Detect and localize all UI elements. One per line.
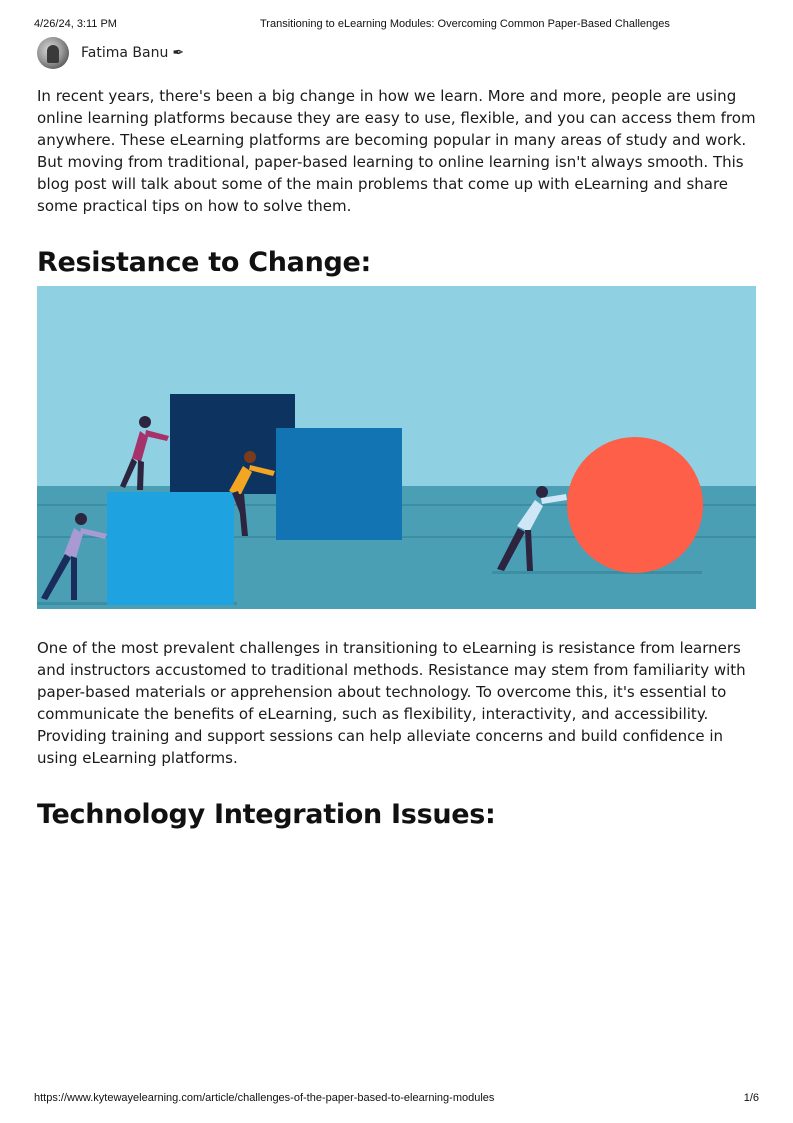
- print-title: Transitioning to eLearning Modules: Overcoming Common Paper-Based Challenges: [260, 18, 670, 30]
- quill-icon: ✒: [172, 45, 185, 61]
- resistance-illustration: [37, 286, 756, 609]
- intro-paragraph: In recent years, there's been a big change in how we learn. More and more, people are using online learning platforms because they are easy to use, flexible, and you can access them from anywhere. These eLearning platforms are becoming popular in many areas of study and work. But moving from traditional, paper-based learning to online learning isn't always smooth. This blog post will talk about some of the main problems that come up with eLearning and share some practical tips on how to solve them.: [37, 87, 756, 215]
- print-header: [34, 18, 759, 32]
- author-byline: [37, 36, 184, 70]
- page-number: 1/6: [743, 1092, 759, 1104]
- resistance-paragraph: One of the most prevalent challenges in transitioning to eLearning is resistance from learners and instructors accustomed to traditional methods. Resistance may stem from familiarity with paper-based materials or apprehension about technology. To overcome this, it's essential to communicate the benefits of eLearning, such as flexibility, interactivity, and accessibility. Providing training and support sessions can help alleviate concerns and build confidence in using eLearning platforms.: [37, 639, 746, 767]
- avatar[interactable]: [37, 37, 69, 69]
- section-heading-resistance: Resistance to Change:: [37, 247, 372, 278]
- author-name[interactable]: Fatima Banu: [81, 45, 169, 61]
- ball: [567, 437, 703, 573]
- box-mid: [276, 428, 402, 540]
- print-footer: [34, 1092, 759, 1106]
- section-heading-technology: Technology Integration Issues:: [37, 799, 496, 830]
- print-datetime: 4/26/24, 3:11 PM: [34, 18, 117, 30]
- page-url[interactable]: https://www.kytewayelearning.com/article/challenges-of-the-paper-based-to-elearning-modules: [34, 1092, 495, 1104]
- box-light: [107, 492, 234, 605]
